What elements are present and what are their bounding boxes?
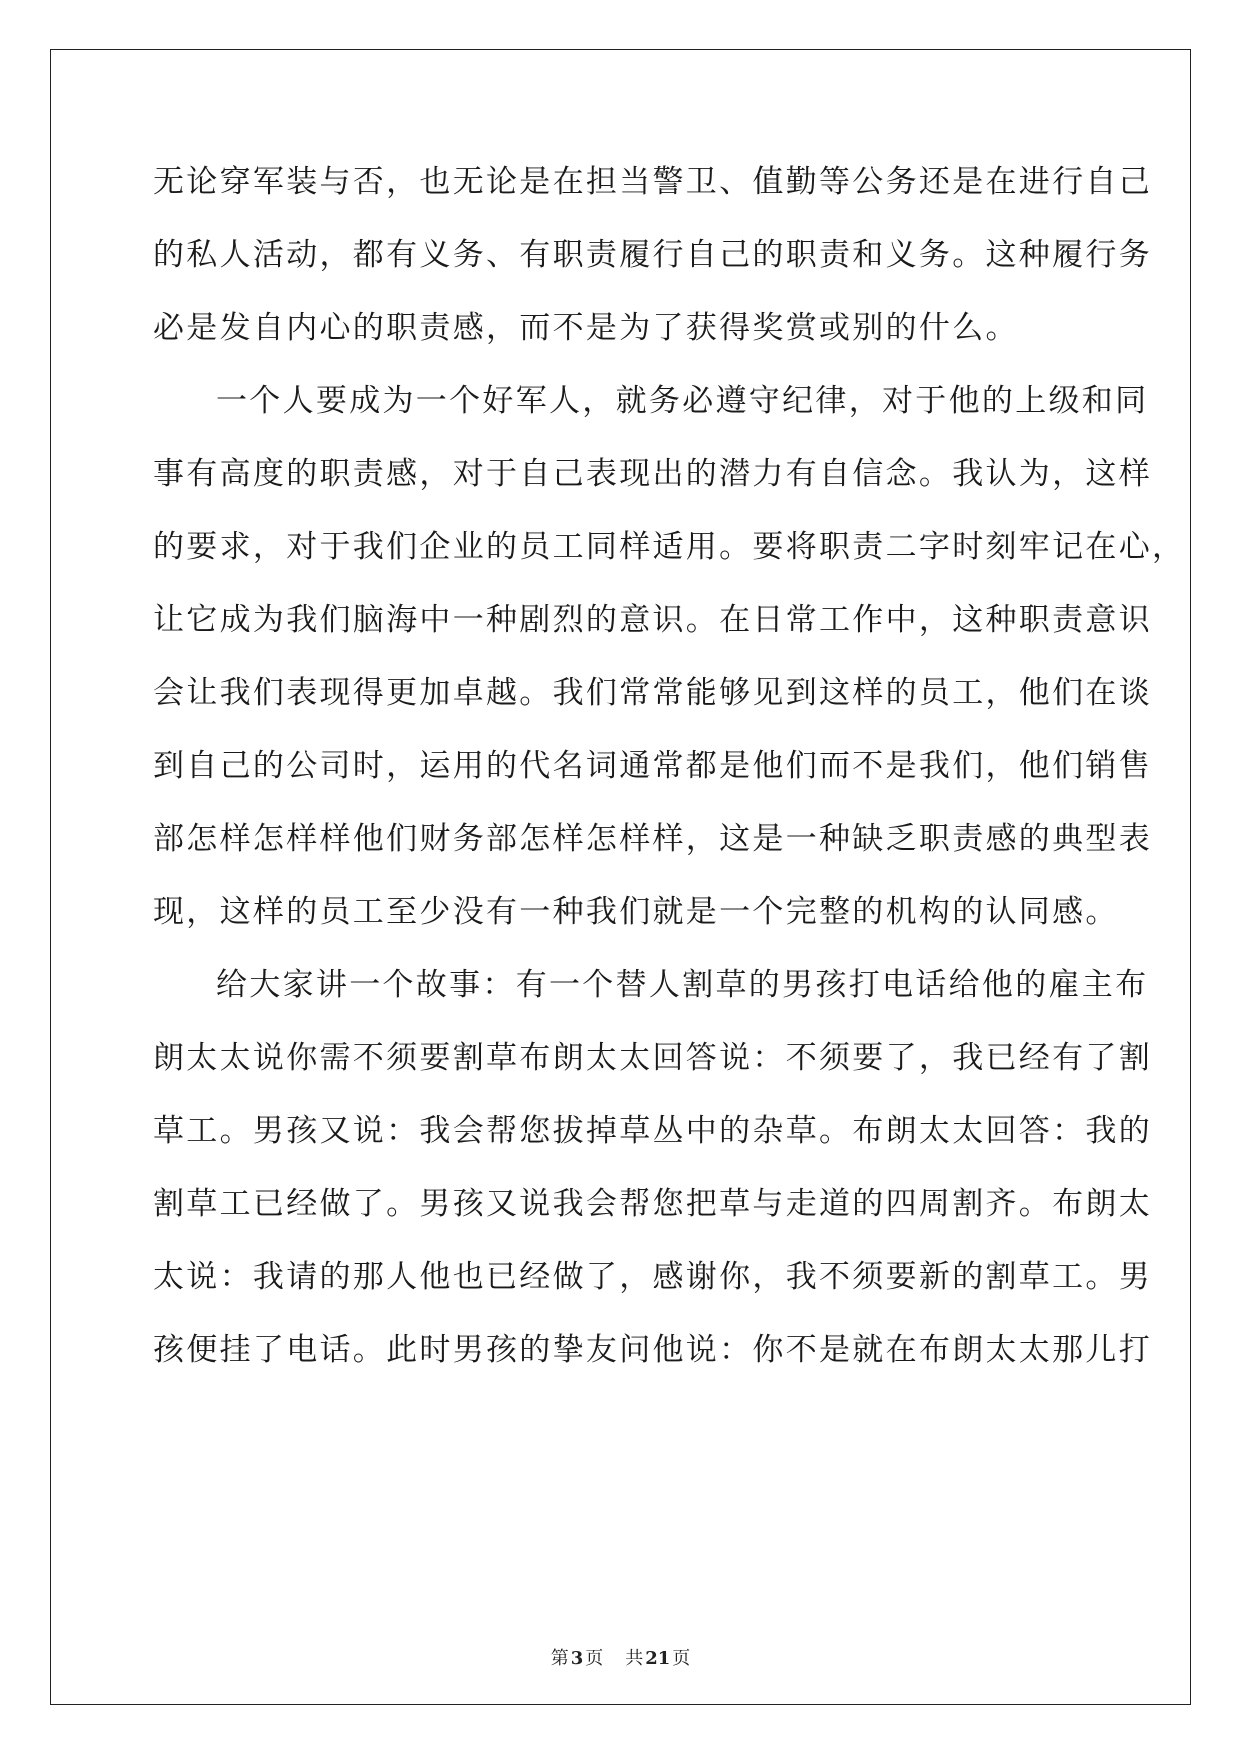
text-line: 无论穿军装与否，也无论是在担当警卫、值勤等公务还是在进行自己: [153, 164, 1152, 200]
total-unit: 页: [672, 1648, 691, 1669]
paragraph-first-line: 给大家讲一个故事：有一个替人割草的男孩打电话给他的雇主布: [216, 967, 1149, 1003]
text-line: 会让我们表现得更加卓越。我们常常能够见到这样的员工，他们在谈: [153, 675, 1152, 711]
page-total: 21: [645, 1648, 671, 1669]
text-line: 必是发自内心的职责感，而不是为了获得奖赏或别的什么。: [153, 310, 1019, 346]
paragraph-first-line: 一个人要成为一个好军人，就务必遵守纪律，对于他的上级和同: [216, 383, 1149, 419]
page-prefix: 第: [550, 1648, 569, 1669]
text-line: 草工。男孩又说：我会帮您拔掉草丛中的杂草。布朗太太回答：我的: [153, 1113, 1152, 1149]
text-line: 的要求，对于我们企业的员工同样适用。要将职责二字时刻牢记在心，: [153, 529, 1186, 565]
text-line: 的私人活动，都有义务、有职责履行自己的职责和义务。这种履行务: [153, 237, 1152, 273]
page-current: 3: [570, 1648, 584, 1669]
text-line: 太说：我请的那人他也已经做了，感谢你，我不须要新的割草工。男: [153, 1259, 1152, 1295]
text-line: 割草工已经做了。男孩又说我会帮您把草与走道的四周割齐。布朗太: [153, 1186, 1152, 1222]
text-line: 让它成为我们脑海中一种剧烈的意识。在日常工作中，这种职责意识: [153, 602, 1152, 638]
text-line: 事有高度的职责感，对于自己表现出的潜力有自信念。我认为，这样: [153, 456, 1152, 492]
text-line: 到自己的公司时，运用的代名词通常都是他们而不是我们，他们销售: [153, 748, 1152, 784]
page-unit: 页: [585, 1648, 604, 1669]
text-line: 朗太太说你需不须要割草布朗太太回答说：不须要了，我已经有了割: [153, 1040, 1152, 1076]
total-prefix: 共: [625, 1648, 644, 1669]
text-line: 孩便挂了电话。此时男孩的挚友问他说：你不是就在布朗太太那儿打: [153, 1332, 1152, 1368]
page-border: [50, 49, 1191, 1705]
page-footer: [0, 1647, 1241, 1671]
text-line: 现，这样的员工至少没有一种我们就是一个完整的机构的认同感。: [153, 894, 1119, 930]
text-line: 部怎样怎样样他们财务部怎样怎样样，这是一种缺乏职责感的典型表: [153, 821, 1152, 857]
